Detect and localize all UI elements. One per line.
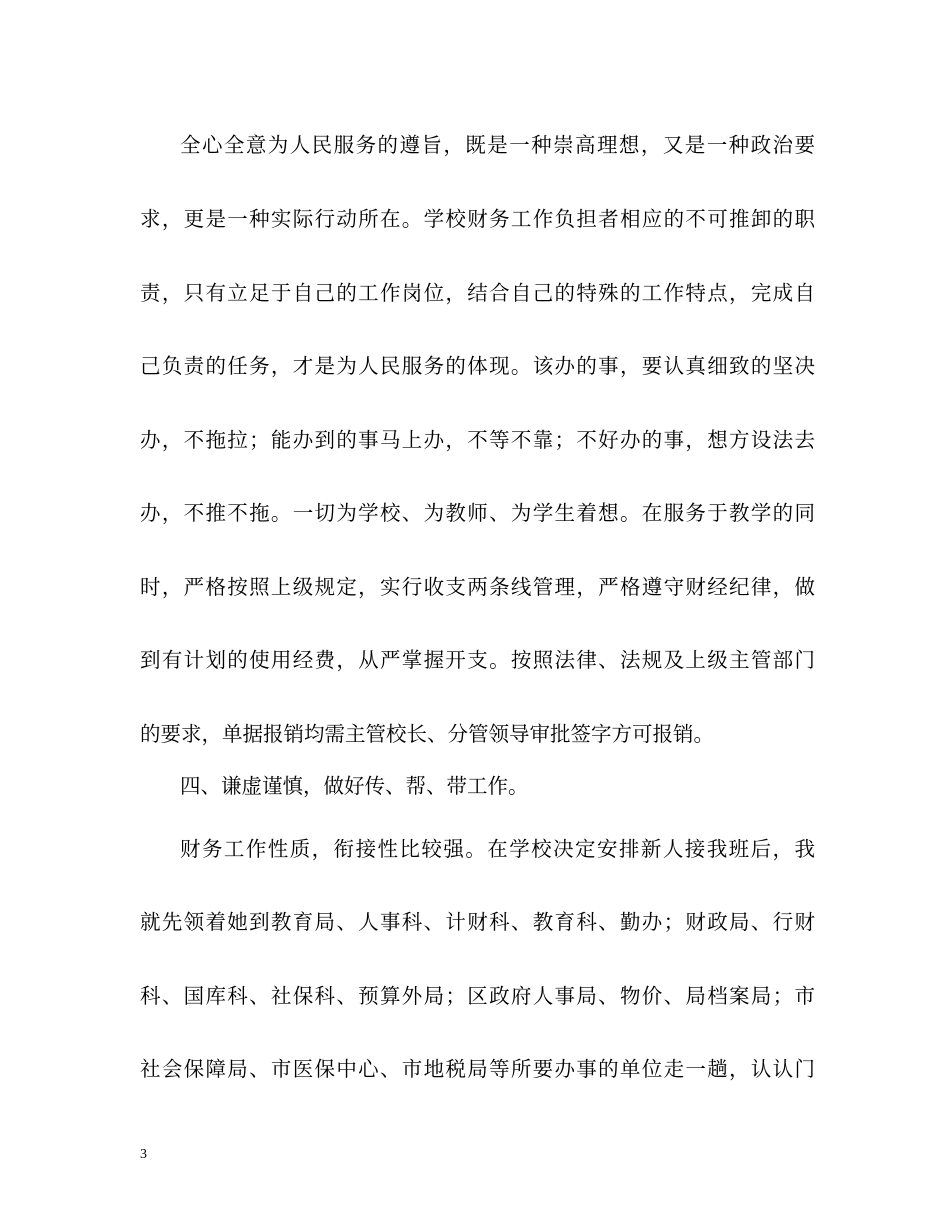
paragraph-line-9: 的要求，单据报销均需主管校长、分管领导审批签字方可报销。 bbox=[140, 722, 714, 746]
paragraph-line-11: 财务工作性质，衔接性比较强。在学校决定安排新人接我班后，我 bbox=[180, 837, 815, 861]
paragraph-line-5: 办，不拖拉；能办到的事马上办，不等不靠；不好办的事，想方设法去 bbox=[140, 428, 815, 452]
paragraph-line-6: 办，不推不拖。一切为学校、为教师、为学生着想。在服务于教学的同 bbox=[140, 501, 815, 525]
paragraph-line-1: 全心全意为人民服务的遵旨，既是一种崇高理想，又是一种政治要 bbox=[180, 133, 815, 157]
paragraph-line-13: 科、国库科、社保科、预算外局；区政府人事局、物价、局档案局；市 bbox=[140, 984, 815, 1008]
paragraph-line-4: 己负责的任务，才是为人民服务的体现。该办的事，要认真细致的坚决 bbox=[140, 354, 815, 378]
paragraph-line-12: 就先领着她到教育局、人事科、计财科、教育科、勤办；财政局、行财 bbox=[140, 910, 815, 934]
paragraph-line-3: 责，只有立足于自己的工作岗位，结合自己的特殊的工作特点，完成自 bbox=[140, 281, 815, 305]
paragraph-line-8: 到有计划的使用经费，从严掌握开支。按照法律、法规及上级主管部门 bbox=[140, 648, 815, 672]
section-heading: 四、谦虚谨慎，做好传、帮、带工作。 bbox=[180, 774, 529, 798]
paragraph-line-14: 社会保障局、市医保中心、市地税局等所要办事的单位走一趟，认认门 bbox=[140, 1057, 815, 1081]
paragraph-line-2: 求，更是一种实际行动所在。学校财务工作负担者相应的不可推卸的职 bbox=[140, 207, 815, 231]
page-number: 3 bbox=[140, 1147, 147, 1162]
paragraph-line-7: 时，严格按照上级规定，实行收支两条线管理，严格遵守财经纪律，做 bbox=[140, 575, 815, 599]
